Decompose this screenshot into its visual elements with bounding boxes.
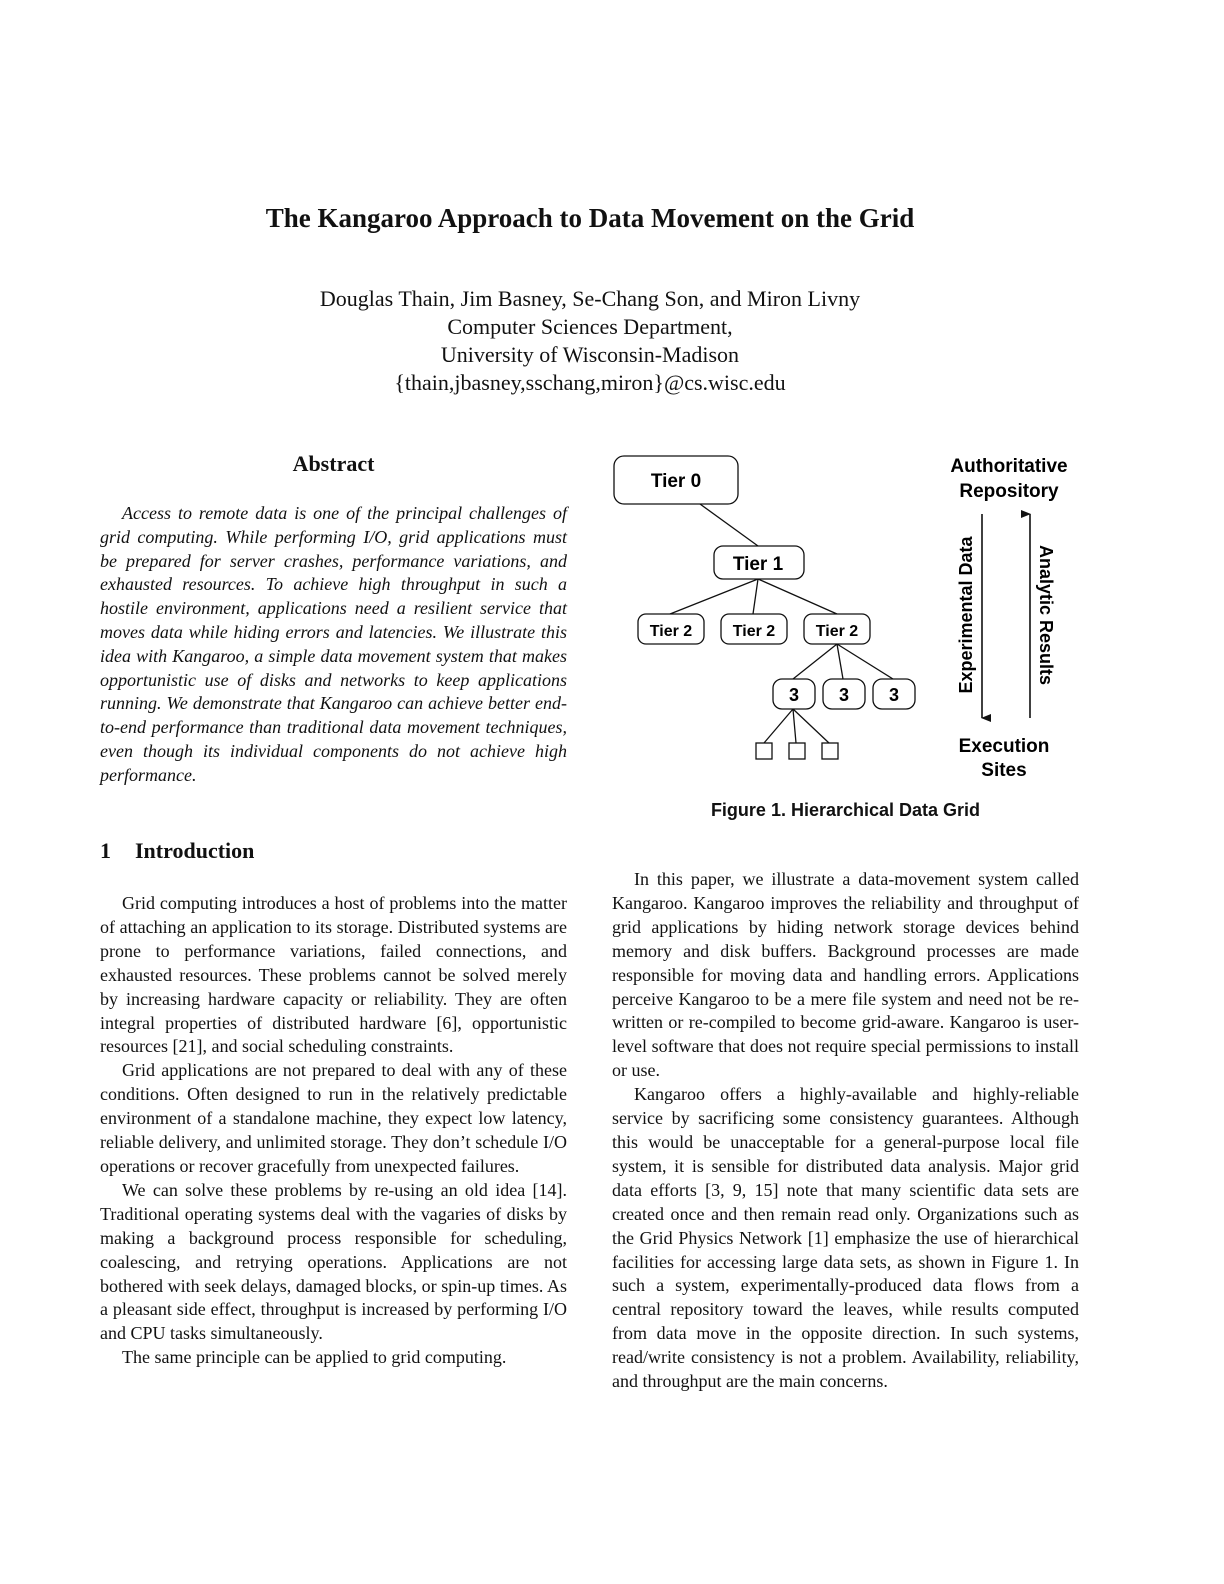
label-authoritative: Authoritative <box>950 456 1068 477</box>
node-tier2-label: Tier 2 <box>649 623 693 640</box>
edge-tier0-tier1 <box>700 504 758 546</box>
node-tier0-label: Tier 0 <box>650 471 702 492</box>
right-column-body <box>612 868 1079 1394</box>
author-email: {thain,jbasney,sschang,miron}@cs.wisc.edu <box>394 370 786 395</box>
edge-tier1-tier2a <box>670 579 758 614</box>
paragraph: Kangaroo offers a highly-available and highly-reliable service by sacrificing some consistency guarantees. Although this would be unacceptable for a general-purpose local file system, it is sensible for distributed data analysis. Major grid data efforts [3, 9, 15] note that many scientific data sets are created once and then remain read only. Organizations such as the Grid Physics Network [1] emphasize the use of hierarchical facilities for accessing large data sets, as shown in Figure 1. In such a system, experimentally-produced data flows from a central repository toward the leaves, while results computed from data move in the opposite direction. In such systems, read/write consistency is not a problem. Availability, reliability, and throughput are the main concerns. <box>612 1084 1079 1392</box>
figure-caption: Figure 1. Hierarchical Data Grid <box>710 800 981 820</box>
label-execution: Execution <box>958 736 1050 757</box>
abstract-heading: Abstract <box>292 451 375 476</box>
author-block <box>0 285 1180 397</box>
edge-tier2c-tier3b <box>837 644 843 679</box>
node-tier2-label: Tier 2 <box>732 623 776 640</box>
node-tier3-label: 3 <box>888 685 900 705</box>
author-university: University of Wisconsin-Madison <box>440 342 740 367</box>
section-number: 1 <box>100 838 111 863</box>
node-leaf <box>789 743 805 759</box>
author-department: Computer Sciences Department, <box>447 314 733 339</box>
label-experimental-data: Experimental Data <box>956 536 976 694</box>
paragraph: We can solve these problems by re-using an old idea [14]. Traditional operating systems deal with the vagaries of disks by making a background process responsible for scheduling, coalescing, and retrying operations. Applications are not bothered with seek delays, damaged blocks, or spin-up times. As a pleasant side effect, throughput is increased by performing I/O and CPU tasks simultaneously. <box>100 1179 567 1344</box>
edge-tier3a-leaf2 <box>793 709 796 743</box>
node-tier3-label: 3 <box>788 685 800 705</box>
abstract-text: Access to remote data is one of the principal challenges of grid computing. While performing I/O, grid applications must be prepared for server crashes, performance variations, and exhausted resources. To achieve high throughput in such a hostile environment, applications need a resilient service that moves data while hiding errors and latencies. We illustrate this idea with Kangaroo, a simple data movement system that makes opportunistic use of disks and networks to keep applications running. We demonstrate that Kangaroo can achieve better end-to-end performance than traditional data movement techniques, even though its individual components do not achieve high performance. <box>100 503 567 785</box>
paragraph: The same principle can be applied to grid computing. <box>122 1347 507 1368</box>
figure-hierarchical-data-grid <box>606 450 1086 790</box>
edge-tier3a-leaf3 <box>793 709 829 743</box>
label-sites: Sites <box>981 760 1027 781</box>
section-title: Introduction <box>135 838 255 863</box>
node-tier2-label: Tier 2 <box>815 623 859 640</box>
author-names: Douglas Thain, Jim Basney, Se-Chang Son, and Miron Livny <box>319 286 861 311</box>
paragraph: In this paper, we illustrate a data-movement system called Kangaroo. Kangaroo improves the reliability and throughput of grid applications by hiding network storage devices behind memory and disk buffers. Background processes are made responsible for moving data and handling errors. Applications perceive Kangaroo to be a mere file system and need not be re-written or re-compiled to become grid-aware. Kangaroo is user-level software that does not require special permissions to install or use. <box>612 869 1079 1081</box>
edge-tier1-tier2c <box>758 579 837 614</box>
figure-diagram <box>606 450 1086 790</box>
edge-tier2c-tier3c <box>837 644 893 679</box>
edge-tier3a-leaf1 <box>764 709 793 743</box>
edge-tier2c-tier3a <box>793 644 837 679</box>
node-leaf <box>822 743 838 759</box>
edge-tier1-tier2b <box>753 579 758 614</box>
label-analytic-results: Analytic Results <box>1036 544 1056 686</box>
paper-title: The Kangaroo Approach to Data Movement on the Grid <box>265 203 915 233</box>
node-leaf <box>756 743 772 759</box>
label-repository: Repository <box>959 481 1059 502</box>
node-tier3-label: 3 <box>838 685 850 705</box>
paragraph: Grid computing introduces a host of problems into the matter of attaching an application to its storage. Distributed systems are prone to performance variations, failed connections, and exhausted resources. These problems cannot be solved merely by increasing hardware capacity or reliability. They are often integral properties of distributed hardware [6], opportunistic resources [21], and social scheduling constraints. <box>100 893 567 1057</box>
left-column-body <box>100 892 567 1370</box>
node-tier1-label: Tier 1 <box>732 554 784 575</box>
paragraph: Grid applications are not prepared to deal with any of these conditions. Often designed to run in the relatively predictable environment of a standalone machine, they expect low latency, reliable delivery, and unlimited storage. They don’t schedule I/O operations or recover gracefully from unexpected failures. <box>100 1060 567 1176</box>
section-heading-introduction <box>100 838 567 864</box>
